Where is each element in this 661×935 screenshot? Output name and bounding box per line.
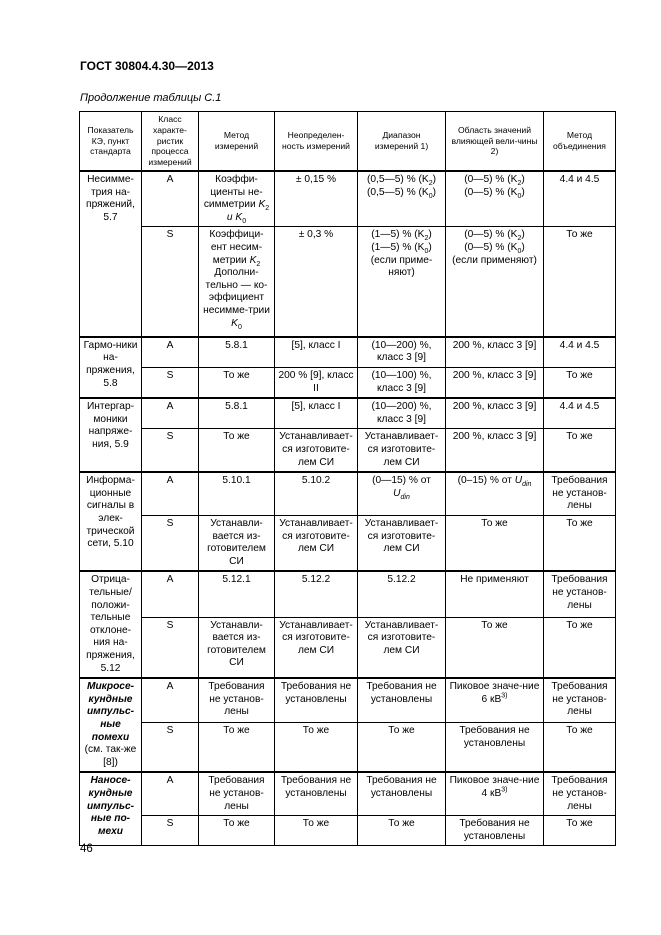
measurement-table: [79, 111, 616, 846]
influence-cell: (0—5) % $(K_2)$ (0—5) % $(K_0)$ (если применяют): [446, 227, 544, 337]
class-cell: A: [142, 398, 199, 429]
influence-cell: Пиковое значе-ние 6 $кВ^{3)}$: [446, 678, 544, 723]
parameter-cell: Гармо-ники на-пряжения, 5.8: [80, 337, 142, 398]
table-row: [80, 515, 616, 571]
uncertainty-cell: Требования не установлены: [275, 772, 358, 815]
method-cell: 5.10.1: [199, 472, 275, 515]
uncertainty-cell: [5], класс I: [275, 398, 358, 429]
aggregation-cell: Требования не установ-лены: [544, 678, 616, 723]
class-cell: A: [142, 171, 199, 227]
method-cell: То же: [199, 816, 275, 846]
table-row: [80, 772, 616, 815]
uncertainty-cell: Устанавливает-ся изготовите-лем СИ: [275, 429, 358, 472]
uncertainty-cell: [5], класс I: [275, 337, 358, 368]
influence-cell: Требования не установлены: [446, 723, 544, 773]
influence-cell: 200 %, класс 3 [9]: [446, 398, 544, 429]
parameter-cell: Микросе-кундные импульс-ные помехи (см. так-же [8]): [80, 678, 142, 772]
range-cell: (0,5—5) % $(K_2)$ (0,5—5) % $(K_0)$: [358, 171, 446, 227]
aggregation-cell: То же: [544, 368, 616, 399]
range-cell: (10—200) %, класс 3 [9]: [358, 398, 446, 429]
uncertainty-cell: Устанавливает-ся изготовите-лем СИ: [275, 617, 358, 678]
class-cell: A: [142, 337, 199, 368]
uncertainty-cell: ± 0,15 %: [275, 171, 358, 227]
aggregation-cell: То же: [544, 617, 616, 678]
parameter-cell: Наносе-кундные импульс-ные по-мехи: [80, 772, 142, 845]
table-row: [80, 337, 616, 368]
range-cell: (10—100) %, класс 3 [9]: [358, 368, 446, 399]
table-row: [80, 429, 616, 472]
aggregation-cell: 4.4 и 4.5: [544, 171, 616, 227]
parameter-cell: Отрица-тельные/ положи-тельные отклоне-ния на-пряжения, 5.12: [80, 571, 142, 678]
aggregation-cell: То же: [544, 227, 616, 337]
class-cell: A: [142, 571, 199, 617]
method-cell: Коэффи-циенты не-симметрии $K_2$ и $K_0$: [199, 171, 275, 227]
range-cell: (10—200) %, класс 3 [9]: [358, 337, 446, 368]
table-row: [80, 398, 616, 429]
col-header-class: Класс характе-ристик процесса измерений: [142, 112, 199, 171]
uncertainty-cell: Устанавливает-ся изготовите-лем СИ: [275, 515, 358, 571]
method-cell: 5.8.1: [199, 398, 275, 429]
col-header-aggregation: Метод объединения: [544, 112, 616, 171]
method-cell: То же: [199, 368, 275, 399]
range-cell: Устанавливает-ся изготовите-лем СИ: [358, 617, 446, 678]
influence-cell: Пиковое значе-ние 4 $кВ^{3)}$: [446, 772, 544, 815]
uncertainty-cell: ± 0,3 %: [275, 227, 358, 337]
aggregation-cell: То же: [544, 816, 616, 846]
class-cell: S: [142, 515, 199, 571]
influence-cell: Не применяют: [446, 571, 544, 617]
range-cell: Требования не установлены: [358, 678, 446, 723]
class-cell: S: [142, 816, 199, 846]
class-cell: S: [142, 429, 199, 472]
range-cell: То же: [358, 723, 446, 773]
method-cell: То же: [199, 723, 275, 773]
col-header-influence: Область значений влияющей вели-чины 2): [446, 112, 544, 171]
table-row: [80, 472, 616, 515]
page-number: 46: [80, 843, 93, 855]
class-cell: S: [142, 617, 199, 678]
range-cell: 5.12.2: [358, 571, 446, 617]
col-header-range: Диапазон измерений 1): [358, 112, 446, 171]
range-cell: (0—15) % от $U_{din}$: [358, 472, 446, 515]
method-cell: 5.8.1: [199, 337, 275, 368]
class-cell: A: [142, 772, 199, 815]
aggregation-cell: То же: [544, 429, 616, 472]
influence-cell: Требования не установлены: [446, 816, 544, 846]
class-cell: S: [142, 368, 199, 399]
table-row: [80, 227, 616, 337]
table-row: [80, 816, 616, 846]
influence-cell: 200 %, класс 3 [9]: [446, 337, 544, 368]
influence-cell: То же: [446, 617, 544, 678]
influence-cell: (0—5) % $(K_2)$ (0—5) % $(K_0)$: [446, 171, 544, 227]
aggregation-cell: 4.4 и 4.5: [544, 398, 616, 429]
class-cell: A: [142, 678, 199, 723]
method-cell: Коэффици-ент несим-метрии $K_2$ Дополни-тельно — ко-эффициент несимме-трии $K_0$: [199, 227, 275, 337]
table-row: [80, 171, 616, 227]
range-cell: Требования не установлены: [358, 772, 446, 815]
influence-cell: То же: [446, 515, 544, 571]
table-caption: Продолжение таблицы С.1: [80, 92, 222, 104]
parameter-cell: Интергар-моники напряже-ния, 5.9: [80, 398, 142, 472]
aggregation-cell: То же: [544, 515, 616, 571]
influence-cell: 200 %, класс 3 [9]: [446, 429, 544, 472]
aggregation-cell: Требования не установ-лены: [544, 772, 616, 815]
uncertainty-cell: То же: [275, 816, 358, 846]
influence-cell: 200 %, класс 3 [9]: [446, 368, 544, 399]
uncertainty-cell: То же: [275, 723, 358, 773]
aggregation-cell: 4.4 и 4.5: [544, 337, 616, 368]
col-header-uncertainty: Неопределен-ность измерений: [275, 112, 358, 171]
uncertainty-cell: 5.10.2: [275, 472, 358, 515]
parameter-cell: Информа-ционные сигналы в элек-трической сети, 5.10: [80, 472, 142, 571]
table-row: [80, 678, 616, 723]
range-cell: (1—5) % $(K_2)$ (1—5) % $(K_0)$ (если приме-няют): [358, 227, 446, 337]
table-row: [80, 571, 616, 617]
aggregation-cell: То же: [544, 723, 616, 773]
method-cell: Устанавли-вается из-готовителем СИ: [199, 515, 275, 571]
col-header-method: Метод измерений: [199, 112, 275, 171]
class-cell: S: [142, 227, 199, 337]
range-cell: То же: [358, 816, 446, 846]
table-header-row: [80, 112, 616, 171]
method-cell: 5.12.1: [199, 571, 275, 617]
class-cell: S: [142, 723, 199, 773]
table-row: [80, 368, 616, 399]
range-cell: Устанавливает-ся изготовите-лем СИ: [358, 515, 446, 571]
aggregation-cell: Требования не установ-лены: [544, 571, 616, 617]
col-header-parameter: Показатель КЭ, пункт стандарта: [80, 112, 142, 171]
range-cell: Устанавливает-ся изготовите-лем СИ: [358, 429, 446, 472]
table-row: [80, 723, 616, 773]
method-cell: Требования не установ-лены: [199, 772, 275, 815]
uncertainty-cell: Требования не установлены: [275, 678, 358, 723]
influence-cell: (0–15) % от $U_{din}$: [446, 472, 544, 515]
class-cell: A: [142, 472, 199, 515]
method-cell: Требования не установ-лены: [199, 678, 275, 723]
method-cell: Устанавли-вается из-готовителем СИ: [199, 617, 275, 678]
table-row: [80, 617, 616, 678]
uncertainty-cell: 200 % [9], класс II: [275, 368, 358, 399]
document-header: ГОСТ 30804.4.30—2013: [80, 59, 214, 73]
parameter-cell: Несимме-трия на-пряжений, 5.7: [80, 171, 142, 337]
method-cell: То же: [199, 429, 275, 472]
aggregation-cell: Требования не установ-лены: [544, 472, 616, 515]
uncertainty-cell: 5.12.2: [275, 571, 358, 617]
